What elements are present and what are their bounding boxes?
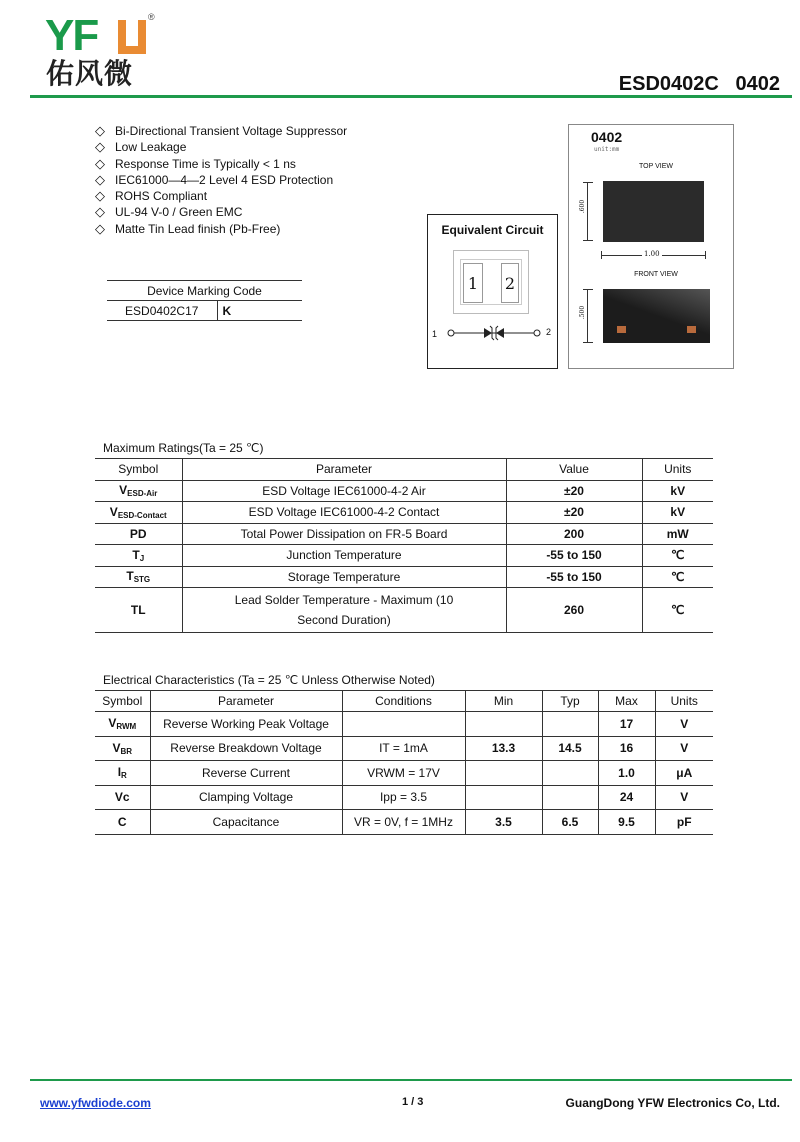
min-cell (465, 761, 542, 786)
min-cell (465, 785, 542, 810)
column-header: Units (655, 691, 713, 712)
table-row (95, 761, 713, 786)
symbol-subscript: RWM (116, 722, 137, 732)
diamond-icon: ◇ (95, 155, 105, 171)
symbol-cell (95, 736, 150, 761)
symbol: V (108, 716, 117, 731)
feature-text: Response Time is Typically < 1 ns (115, 156, 296, 171)
parameter-cell: Reverse Current (150, 761, 342, 786)
table-row (95, 736, 713, 761)
page-title: ESD0402C 0402 (618, 73, 780, 95)
features-list (95, 123, 347, 237)
pad-2: 2 (501, 263, 519, 303)
parameter-cell: Storage Temperature (182, 566, 506, 588)
typ-cell (542, 712, 598, 737)
symbol-cell (95, 810, 150, 835)
package-outline (453, 250, 529, 314)
column-header: Max (598, 691, 655, 712)
tvs-diode-symbol (446, 323, 542, 343)
feature-text: Low Leakage (115, 140, 187, 155)
conditions-cell: VR = 0V, f = 1MHz (342, 810, 465, 835)
symbol-cell (95, 712, 150, 737)
min-cell: 13.3 (465, 736, 542, 761)
column-header: Conditions (342, 691, 465, 712)
max-cell: 9.5 (598, 810, 655, 835)
unit-cell: ℃ (642, 545, 713, 567)
unit-cell: mW (642, 523, 713, 545)
symbol-cell (95, 566, 182, 588)
column-header: Symbol (95, 691, 150, 712)
parameter-cell: Lead Solder Temperature - Maximum (10 Second Duration) (182, 588, 506, 633)
parameter-cell: Junction Temperature (182, 545, 506, 567)
header-row (95, 691, 713, 712)
equivalent-circuit (427, 214, 558, 369)
diamond-icon: ◇ (95, 220, 105, 236)
marking-table (107, 280, 302, 321)
table-row (95, 523, 713, 545)
table-row (95, 502, 713, 524)
diamond-icon: ◇ (95, 171, 105, 187)
website-link[interactable]: www.yfwdiode.com (40, 1096, 151, 1110)
dim-front: .500 (579, 305, 587, 320)
column-header: Parameter (182, 459, 506, 481)
symbol-subscript: BR (120, 746, 133, 756)
typ-cell: 6.5 (542, 810, 598, 835)
conditions-cell (342, 712, 465, 737)
symbol: Vc (114, 790, 130, 805)
unit-cell: ℃ (642, 566, 713, 588)
unit-cell: kV (642, 502, 713, 524)
unit-label: unit:mm (594, 146, 620, 153)
logo: YF (45, 11, 98, 60)
feature-text: Bi-Directional Transient Voltage Suppressor (115, 124, 348, 138)
feature-item (95, 156, 347, 172)
column-header: Min (465, 691, 542, 712)
table-row (95, 545, 713, 567)
table-row (95, 588, 713, 633)
symbol: I (117, 765, 122, 780)
symbol-cell (95, 588, 182, 633)
parameter-cell: Total Power Dissipation on FR-5 Board (182, 523, 506, 545)
diamond-icon: ◇ (95, 123, 105, 138)
feature-item (95, 172, 347, 188)
unit-cell: pF (655, 810, 713, 835)
column-header: Typ (542, 691, 598, 712)
feature-text: IEC61000—4—2 Level 4 ESD Protection (115, 172, 334, 187)
feature-text: UL-94 V-0 / Green EMC (115, 205, 243, 220)
symbol-cell (95, 502, 182, 524)
marking-header: Device Marking Code (107, 281, 302, 301)
symbol: TL (130, 603, 146, 617)
typ-cell: 14.5 (542, 736, 598, 761)
conditions-cell: VRWM = 17V (342, 761, 465, 786)
max-cell: 24 (598, 785, 655, 810)
feature-item (95, 188, 347, 204)
value-cell: 200 (506, 523, 642, 545)
symbol-cell (95, 785, 150, 810)
table-row (95, 566, 713, 588)
column-header: Units (642, 459, 713, 481)
parameter-cell: ESD Voltage IEC61000-4-2 Contact (182, 502, 506, 524)
symbol: PD (129, 526, 147, 541)
table-row (95, 480, 713, 502)
typ-cell (542, 761, 598, 786)
dim-height: .600 (579, 199, 587, 214)
pad-1: 1 (463, 263, 483, 303)
max-cell: 17 (598, 712, 655, 737)
symbol-cell (95, 545, 182, 567)
value-cell: ±20 (506, 502, 642, 524)
electrical-caption: Electrical Characteristics (Ta = 25 ℃ Unless Otherwise Noted) (103, 673, 435, 687)
value-cell: -55 to 150 (506, 566, 642, 588)
table-row (95, 785, 713, 810)
dim-width: 1.00 (644, 250, 660, 258)
value-cell: ±20 (506, 480, 642, 502)
max-ratings-table (95, 458, 713, 633)
diamond-icon: ◇ (95, 188, 105, 204)
symbol: T (132, 547, 140, 562)
front-view-body (603, 289, 710, 343)
diamond-icon: ◇ (95, 139, 105, 155)
unit-cell: V (655, 785, 713, 810)
conditions-cell: IT = 1mA (342, 736, 465, 761)
min-cell: 3.5 (465, 810, 542, 835)
symbol-cell (95, 523, 182, 545)
symbol: C (117, 814, 127, 829)
feature-text: Matte Tin Lead finish (Pb-Free) (115, 221, 281, 236)
unit-cell: V (655, 712, 713, 737)
parameter-cell: ESD Voltage IEC61000-4-2 Air (182, 480, 506, 502)
value-cell: -55 to 150 (506, 545, 642, 567)
table-row (95, 712, 713, 737)
top-view-label: TOP VIEW (639, 163, 673, 170)
column-header: Value (506, 459, 642, 481)
feature-item (95, 204, 347, 220)
parameter-cell: Capacitance (150, 810, 342, 835)
marking-part: ESD0402C17 (107, 301, 217, 321)
feature-item (95, 123, 347, 139)
symbol-subscript: ESD-Air (127, 489, 158, 499)
table-row (95, 810, 713, 835)
parameter-cell: Clamping Voltage (150, 785, 342, 810)
unit-cell: V (655, 736, 713, 761)
registered-mark: ® (148, 12, 155, 22)
logo-w-mark (118, 20, 146, 54)
logo-chinese: 佑风微 (46, 57, 134, 90)
max-cell: 16 (598, 736, 655, 761)
symbol-subscript: STG (133, 575, 151, 585)
symbol-subscript: ESD-Contact (117, 510, 167, 520)
symbol-cell (95, 480, 182, 502)
pin-1-label: 1 (432, 329, 438, 339)
symbol-cell (95, 761, 150, 786)
symbol-subscript: J (139, 553, 145, 563)
package-drawing (568, 124, 734, 369)
diamond-icon: ◇ (95, 204, 105, 220)
feature-item (95, 221, 347, 237)
company-name: GuangDong YFW Electronics Co, Ltd. (565, 1096, 780, 1110)
parameter-cell: Reverse Working Peak Voltage (150, 712, 342, 737)
max-ratings-caption: Maximum Ratings(Ta = 25 ℃) (103, 441, 264, 455)
feature-text: ROHS Compliant (115, 189, 208, 204)
typ-cell (542, 785, 598, 810)
header-row (95, 459, 713, 481)
value-cell: 260 (506, 588, 642, 633)
front-view-label: FRONT VIEW (634, 271, 678, 278)
unit-cell: ℃ (642, 588, 713, 633)
unit-cell: μA (655, 761, 713, 786)
page-number: 1 / 3 (402, 1096, 424, 1108)
column-header: Symbol (95, 459, 182, 481)
pin-2-label: 2 (546, 327, 552, 337)
circuit-title: Equivalent Circuit (441, 223, 544, 237)
unit-cell: kV (642, 480, 713, 502)
parameter-cell: Reverse Breakdown Voltage (150, 736, 342, 761)
electrical-table (95, 690, 713, 835)
marking-code: K (217, 301, 302, 321)
feature-item (95, 139, 347, 155)
min-cell (465, 712, 542, 737)
symbol: V (112, 740, 121, 755)
symbol-subscript: R (121, 771, 127, 781)
header-divider (30, 95, 792, 98)
symbol: V (119, 483, 128, 498)
max-cell: 1.0 (598, 761, 655, 786)
symbol: V (109, 504, 118, 519)
symbol: T (126, 569, 134, 584)
top-view-body (603, 181, 704, 242)
conditions-cell: Ipp = 3.5 (342, 785, 465, 810)
footer-divider (30, 1079, 792, 1081)
column-header: Parameter (150, 691, 342, 712)
package-name: 0402 (591, 129, 623, 145)
